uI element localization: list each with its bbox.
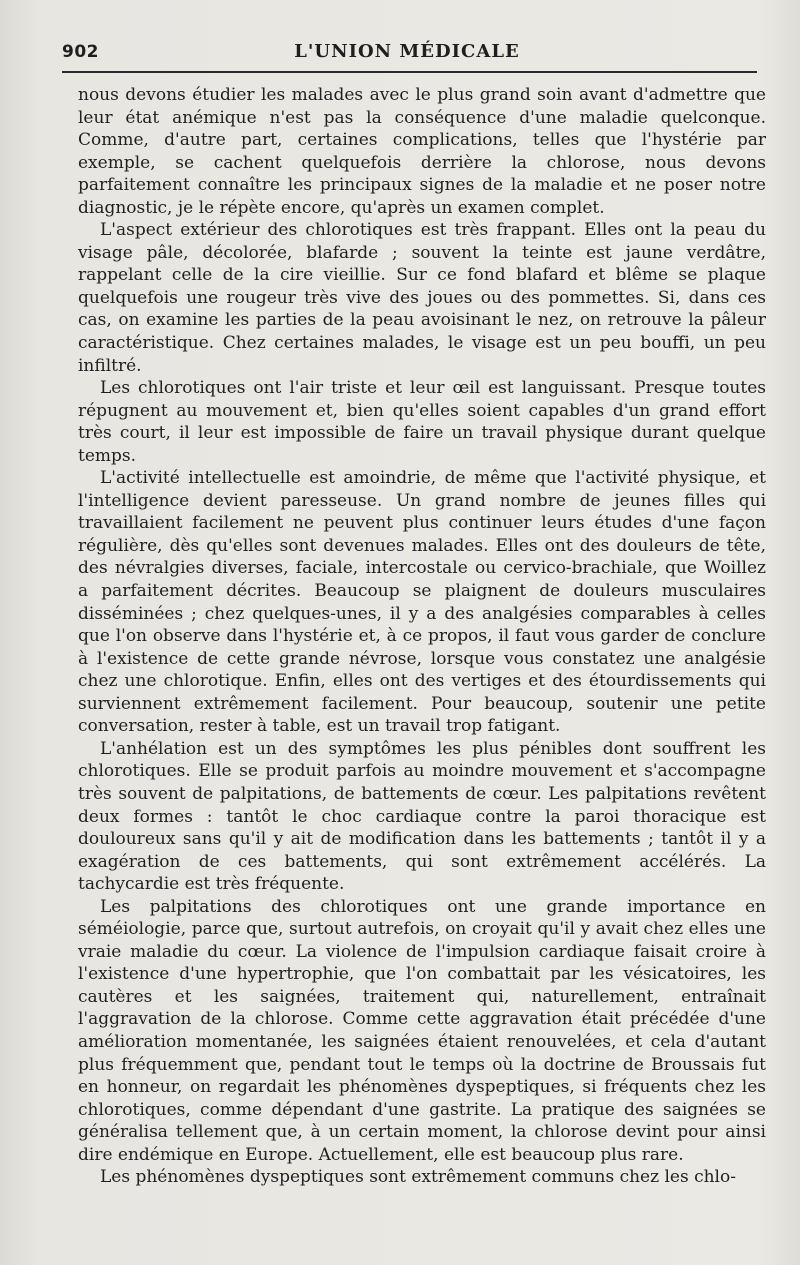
paragraph: Les palpitations des chlorotiques ont une grande importance en séméiologie, parce que, surtout autrefois, on croyait qu'il y avait chez elles une vraie maladie du cœur. La violence de l'impulsion cardiaque faisait croire à l'existence d'une hypertrophie, que l'on combattait par les vésicatoires, les cautères et les saignées, traitement qui, naturellement, entraînait l'aggravation de la chlorose. Comme cette aggravation était précédée d'une amélioration momentanée, les saignées étaient renouvelées, et cela d'autant plus fréquemment que, pendant tout le temps où la doctrine de Broussais fut en honneur, on regardait les phénomènes dyspeptiques, si fréquents chez les chlorotiques, comme dépendant d'une gastrite. La pratique des saignées se généralisa tellement que, à un certain moment, la chlorose devint pour ainsi dire endémique en Europe. Actuellement, elle est beaucoup plus rare. — [78, 896, 766, 1165]
paragraph: L'aspect extérieur des chlorotiques est très frappant. Elles ont la peau du visage pâle, décolorée, blafarde ; souvent la teinte est jaune verdâtre, rappelant celle de la cire vieillie. Sur ce fond blafard et blême se plaque quelquefois une rougeur très vive des joues ou des pommettes. Si, dans ces cas, on examine les parties de la peau avoisinant le nez, on retrouve la pâleur caractéristique. Chez certaines malades, le visage est un peu bouffi, un peu infiltré. — [78, 220, 766, 376]
paragraph: Les phénomènes dyspeptiques sont extrêmement communs chez les chlo- — [100, 1167, 736, 1188]
paragraph: L'anhélation est un des symptômes les plus pénibles dont souffrent les chlorotiques. Elle se produit parfois au moindre mouvement et s'accompagne très souvent de palpitations, de battements de cœur. Les palpitations revêtent deux formes : tantôt le choc cardiaque contre la paroi thoracique est douloureux sans qu'il y ait de modification dans les battements ; tantôt il y a exagération de ces battements, qui sont extrêmement accélérés. La tachycardie est très fréquente. — [78, 738, 766, 895]
article-body — [78, 84, 766, 1189]
paragraph: nous devons étudier les malades avec le plus grand soin avant d'admettre que leur état anémique n'est pas la conséquence d'une maladie quelconque. Comme, d'autre part, certaines complications, telles que l'hystérie par exemple, se cachent quelquefois derrière la chlorose, nous devons parfaitement connaître les principaux signes de la maladie et ne poser notre diagnostic, je le répète encore, qu'après un examen complet. — [78, 85, 766, 218]
header-rule — [62, 71, 757, 73]
paragraph: L'activité intellectuelle est amoindrie, de même que l'activité physique, et l'intelligence devient paresseuse. Un grand nombre de jeunes filles qui travaillaient facilement ne peuvent plus continuer leurs études d'une façon régulière, dès qu'elles sont devenues malades. Elles ont des douleurs de tête, des névralgies diverses, faciale, intercostale ou cervico-brachiale, que Woillez a parfaitement décrites. Beaucoup se plaignent de douleurs musculaires disséminées ; chez quelques-unes, il y a des analgésies comparables à celles que l'on observe dans l'hystérie et, à ce propos, il faut vous garder de conclure à l'existence de cette grande névrose, lorsque vous constatez une analgésie chez une chlorotique. Enfin, elles ont des vertiges et des étourdissements qui surviennent extrêmement facilement. Pour beaucoup, soutenir une petite conversation, rester à table, est un travail trop fatigant. — [78, 468, 766, 737]
journal-title: L'UNION MÉDICALE — [294, 41, 520, 62]
page-number: 902 — [62, 42, 99, 62]
running-header — [62, 36, 752, 70]
paragraph: Les chlorotiques ont l'air triste et leur œil est languissant. Presque toutes répugnent au mouvement et, bien qu'elles soient capables d'un grand effort très court, il leur est impossible de faire un travail physique durant quelque temps. — [78, 378, 766, 466]
